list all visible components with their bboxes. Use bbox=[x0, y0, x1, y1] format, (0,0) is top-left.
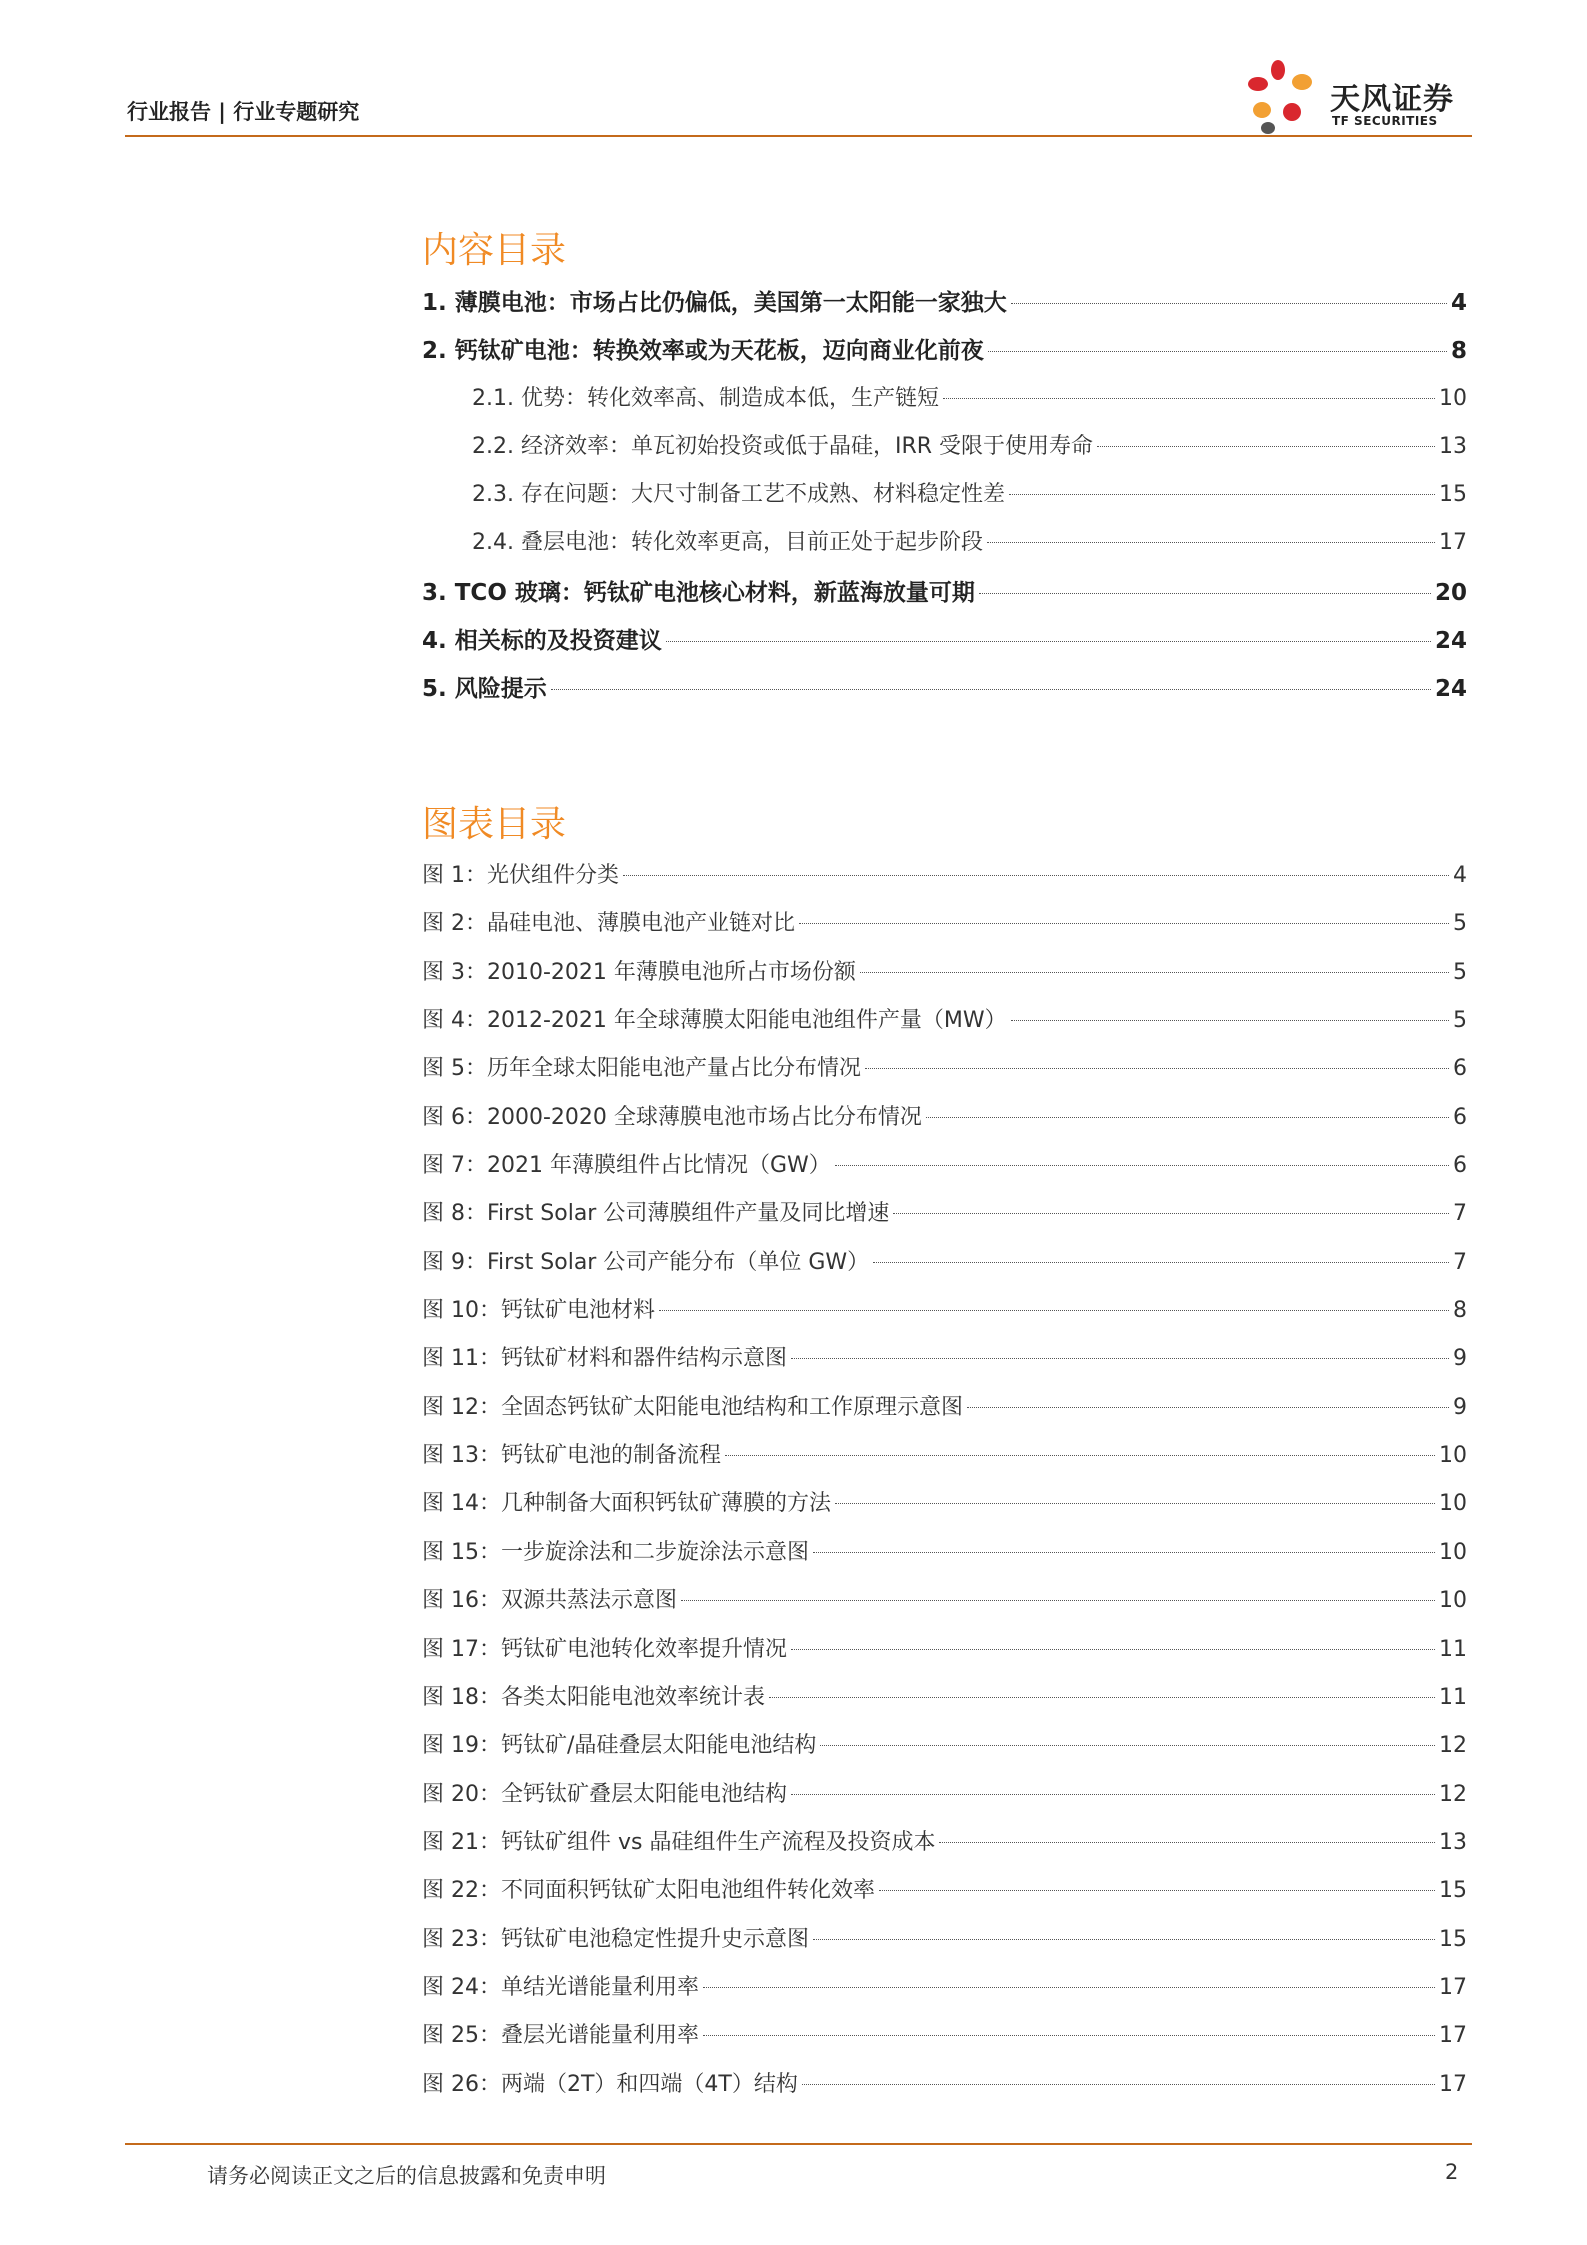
figures-list bbox=[422, 858, 1467, 2115]
figures-title: 图表目录 bbox=[422, 804, 567, 845]
figure-entry-label[interactable]: 图 17：钙钛矿电池转化效率提升情况 bbox=[422, 1636, 787, 1662]
page-header bbox=[125, 82, 1472, 138]
figure-entry-page[interactable]: 11 bbox=[1439, 1636, 1467, 1662]
figure-entry-page[interactable]: 15 bbox=[1439, 1926, 1467, 1952]
figure-entry[interactable] bbox=[422, 1003, 1467, 1051]
figure-entry-page[interactable]: 8 bbox=[1453, 1298, 1467, 1324]
figure-entry-page[interactable]: 9 bbox=[1453, 1346, 1467, 1372]
figure-entry-page[interactable]: 6 bbox=[1453, 1056, 1467, 1082]
figure-entry[interactable] bbox=[422, 1293, 1467, 1341]
dot-leader bbox=[820, 1745, 1435, 1746]
dot-leader bbox=[987, 542, 1435, 543]
dot-leader bbox=[791, 1794, 1435, 1795]
figure-entry[interactable] bbox=[422, 1245, 1467, 1293]
toc-entry[interactable] bbox=[422, 429, 1467, 477]
figure-entry[interactable] bbox=[422, 1583, 1467, 1631]
contents-list bbox=[422, 284, 1467, 719]
figure-entry-label[interactable]: 图 19：钙钛矿/晶硅叠层太阳能电池结构 bbox=[422, 1733, 817, 1759]
toc-entry-label[interactable]: 2.2. 经济效率：单瓦初始投资或低于晶硅，IRR 受限于使用寿命 bbox=[472, 433, 1094, 459]
toc-entry-page[interactable]: 10 bbox=[1439, 385, 1467, 411]
dot-leader bbox=[791, 1649, 1435, 1650]
figure-entry-label[interactable]: 图 3：2010-2021 年薄膜电池所占市场份额 bbox=[422, 959, 856, 985]
toc-entry[interactable] bbox=[422, 622, 1467, 670]
figure-entry-page[interactable]: 17 bbox=[1439, 1974, 1467, 2000]
figure-entry-label[interactable]: 图 6：2000-2020 全球薄膜电池市场占比分布情况 bbox=[422, 1104, 922, 1130]
dot-leader bbox=[725, 1455, 1435, 1456]
figure-entry[interactable] bbox=[422, 906, 1467, 954]
dot-leader bbox=[988, 351, 1447, 352]
toc-entry-label[interactable]: 2.3. 存在问题：大尺寸制备工艺不成熟、材料稳定性差 bbox=[472, 482, 1005, 508]
dot-leader bbox=[681, 1600, 1435, 1601]
dot-leader bbox=[551, 689, 1431, 690]
dot-leader bbox=[860, 972, 1449, 973]
toc-entry-label[interactable]: 1. 薄膜电池：市场占比仍偏低，美国第一太阳能一家独大 bbox=[422, 290, 1007, 316]
logo-subtitle: TF SECURITIES bbox=[1332, 114, 1438, 128]
dot-leader bbox=[865, 1068, 1449, 1069]
toc-entry[interactable] bbox=[422, 574, 1467, 622]
dot-leader bbox=[769, 1697, 1435, 1698]
figure-entry-page[interactable]: 4 bbox=[1453, 863, 1467, 888]
toc-entry[interactable] bbox=[422, 284, 1467, 332]
figure-entry-page[interactable]: 10 bbox=[1439, 1539, 1467, 1565]
figure-entry-page[interactable]: 10 bbox=[1439, 1443, 1467, 1469]
dot-leader bbox=[939, 1842, 1435, 1843]
figure-entry-page[interactable]: 13 bbox=[1439, 1829, 1467, 1855]
toc-entry-page[interactable]: 20 bbox=[1434, 579, 1467, 606]
dot-leader bbox=[979, 593, 1431, 594]
figure-entry-label[interactable]: 图 23：钙钛矿电池稳定性提升史示意图 bbox=[422, 1926, 809, 1952]
figure-entry-label[interactable]: 图 25：叠层光谱能量利用率 bbox=[422, 2023, 699, 2049]
toc-entry[interactable] bbox=[422, 332, 1467, 380]
figure-entry-label[interactable]: 图 18：各类太阳能电池效率统计表 bbox=[422, 1684, 765, 1710]
figure-entry-label[interactable]: 图 7：2021 年薄膜组件占比情况（GW） bbox=[422, 1153, 831, 1179]
toc-entry-page[interactable]: 13 bbox=[1439, 433, 1467, 459]
figure-entry[interactable] bbox=[422, 1970, 1467, 2018]
toc-entry-label[interactable]: 2. 钙钛矿电池：转换效率或为天花板，迈向商业化前夜 bbox=[422, 338, 984, 365]
figure-entry-label[interactable]: 图 2：晶硅电池、薄膜电池产业链对比 bbox=[422, 911, 795, 937]
figure-entry-page[interactable]: 17 bbox=[1439, 2071, 1467, 2097]
figure-entry[interactable] bbox=[422, 1390, 1467, 1438]
figure-entry[interactable] bbox=[422, 1051, 1467, 1099]
toc-entry-page[interactable]: 17 bbox=[1439, 530, 1467, 556]
figure-entry-label[interactable]: 图 14：几种制备大面积钙钛矿薄膜的方法 bbox=[422, 1491, 831, 1517]
dot-leader bbox=[666, 641, 1431, 642]
toc-entry-page[interactable]: 4 bbox=[1450, 290, 1467, 316]
figure-entry-label[interactable]: 图 5：历年全球太阳能电池产量占比分布情况 bbox=[422, 1056, 861, 1082]
figure-entry-page[interactable]: 6 bbox=[1453, 1104, 1467, 1130]
toc-entry-label[interactable]: 4. 相关标的及投资建议 bbox=[422, 628, 662, 655]
figure-entry-page[interactable]: 5 bbox=[1453, 1008, 1467, 1034]
figure-entry-label[interactable]: 图 16：双源共蒸法示意图 bbox=[422, 1588, 677, 1614]
figure-entry[interactable] bbox=[422, 1680, 1467, 1728]
toc-entry-page[interactable]: 8 bbox=[1450, 338, 1467, 365]
figure-entry[interactable] bbox=[422, 1632, 1467, 1680]
figure-entry[interactable] bbox=[422, 1438, 1467, 1486]
figure-entry[interactable] bbox=[422, 1825, 1467, 1873]
figure-entry[interactable] bbox=[422, 1535, 1467, 1583]
figure-entry-label[interactable]: 图 11：钙钛矿材料和器件结构示意图 bbox=[422, 1346, 787, 1372]
toc-entry-label[interactable]: 3. TCO 玻璃：钙钛矿电池核心材料，新蓝海放量可期 bbox=[422, 579, 975, 606]
figure-entry[interactable] bbox=[422, 955, 1467, 1003]
dot-leader bbox=[813, 1552, 1435, 1553]
dot-leader bbox=[879, 1890, 1435, 1891]
toc-entry-label[interactable]: 2.4. 叠层电池：转化效率更高，目前正处于起步阶段 bbox=[472, 530, 983, 556]
figure-entry-page[interactable]: 12 bbox=[1439, 1781, 1467, 1807]
toc-entry[interactable] bbox=[422, 381, 1467, 429]
figure-entry-page[interactable]: 7 bbox=[1453, 1201, 1467, 1227]
figure-entry[interactable] bbox=[422, 2018, 1467, 2066]
dot-leader bbox=[926, 1117, 1449, 1118]
dot-leader bbox=[1009, 494, 1435, 495]
figure-entry[interactable] bbox=[422, 1100, 1467, 1148]
dot-leader bbox=[791, 1358, 1449, 1359]
logo-name: 天风证券 bbox=[1330, 82, 1454, 117]
toc-entry-page[interactable]: 15 bbox=[1439, 482, 1467, 508]
footer-disclaimer: 请务必阅读正文之后的信息披露和免责申明 bbox=[207, 2164, 606, 2188]
figure-entry-page[interactable]: 10 bbox=[1439, 1491, 1467, 1517]
toc-entry-page[interactable]: 24 bbox=[1434, 628, 1467, 655]
figure-entry[interactable] bbox=[422, 1196, 1467, 1244]
figure-entry-label[interactable]: 图 8：First Solar 公司薄膜组件产量及同比增速 bbox=[422, 1201, 890, 1227]
dot-leader bbox=[967, 1407, 1449, 1408]
figure-entry-label[interactable]: 图 4：2012-2021 年全球薄膜太阳能电池组件产量（MW） bbox=[422, 1008, 1007, 1034]
figure-entry-page[interactable]: 9 bbox=[1453, 1394, 1467, 1420]
figure-entry[interactable] bbox=[422, 1341, 1467, 1389]
figure-entry[interactable] bbox=[422, 1728, 1467, 1776]
dot-leader bbox=[802, 2084, 1435, 2085]
figure-entry-label[interactable]: 图 20：全钙钛矿叠层太阳能电池结构 bbox=[422, 1781, 787, 1807]
toc-entry-page[interactable]: 24 bbox=[1434, 676, 1467, 703]
company-logo bbox=[1244, 58, 1472, 134]
figure-entry-page[interactable]: 12 bbox=[1439, 1733, 1467, 1759]
figure-entry-page[interactable]: 6 bbox=[1453, 1153, 1467, 1179]
figure-entry[interactable] bbox=[422, 1777, 1467, 1825]
dot-leader bbox=[799, 923, 1449, 924]
dot-leader bbox=[623, 875, 1449, 876]
figure-entry[interactable] bbox=[422, 858, 1467, 906]
figure-entry-label[interactable]: 图 1：光伏组件分类 bbox=[422, 863, 619, 888]
toc-entry-label[interactable]: 2.1. 优势：转化效率高、制造成本低，生产链短 bbox=[472, 385, 939, 411]
figure-entry[interactable] bbox=[422, 1873, 1467, 1921]
figure-entry-label[interactable]: 图 12：全固态钙钛矿太阳能电池结构和工作原理示意图 bbox=[422, 1394, 963, 1420]
figure-entry-label[interactable]: 图 15：一步旋涂法和二步旋涂法示意图 bbox=[422, 1539, 809, 1565]
page-number: 2 bbox=[1445, 2160, 1459, 2184]
figure-entry-label[interactable]: 图 26：两端（2T）和四端（4T）结构 bbox=[422, 2071, 798, 2097]
figure-entry[interactable] bbox=[422, 2067, 1467, 2115]
flower-logo-icon bbox=[1244, 58, 1324, 134]
figure-entry-label[interactable]: 图 9：First Solar 公司产能分布（单位 GW） bbox=[422, 1249, 870, 1275]
figure-entry-label[interactable]: 图 24：单结光谱能量利用率 bbox=[422, 1974, 699, 2000]
dot-leader bbox=[943, 398, 1435, 399]
dot-leader bbox=[1011, 1020, 1449, 1021]
dot-leader bbox=[835, 1165, 1449, 1166]
figure-entry-page[interactable]: 5 bbox=[1453, 911, 1467, 937]
dot-leader bbox=[813, 1939, 1435, 1940]
dot-leader bbox=[1011, 303, 1447, 304]
toc-entry[interactable] bbox=[422, 525, 1467, 573]
figure-entry[interactable] bbox=[422, 1486, 1467, 1534]
figure-entry-page[interactable]: 15 bbox=[1439, 1878, 1467, 1904]
dot-leader bbox=[835, 1503, 1435, 1504]
header-rule bbox=[125, 135, 1472, 137]
toc-entry-label[interactable]: 5. 风险提示 bbox=[422, 676, 547, 703]
toc-entry[interactable] bbox=[422, 477, 1467, 525]
report-category: 行业报告 | 行业专题研究 bbox=[127, 100, 360, 124]
contents-title: 内容目录 bbox=[422, 230, 567, 271]
toc-entry[interactable] bbox=[422, 670, 1467, 718]
figure-entry-page[interactable]: 10 bbox=[1439, 1588, 1467, 1614]
figure-entry-label[interactable]: 图 21：钙钛矿组件 vs 晶硅组件生产流程及投资成本 bbox=[422, 1829, 936, 1855]
dot-leader bbox=[873, 1262, 1449, 1263]
figure-entry-page[interactable]: 7 bbox=[1453, 1249, 1467, 1275]
dot-leader bbox=[659, 1310, 1449, 1311]
dot-leader bbox=[703, 2035, 1435, 2036]
figure-entry[interactable] bbox=[422, 1148, 1467, 1196]
dot-leader bbox=[1097, 446, 1435, 447]
figure-entry[interactable] bbox=[422, 1922, 1467, 1970]
figure-entry-label[interactable]: 图 22：不同面积钙钛矿太阳电池组件转化效率 bbox=[422, 1878, 875, 1904]
dot-leader bbox=[893, 1213, 1449, 1214]
figure-entry-label[interactable]: 图 13：钙钛矿电池的制备流程 bbox=[422, 1443, 721, 1469]
dot-leader bbox=[703, 1987, 1435, 1988]
figure-entry-page[interactable]: 11 bbox=[1439, 1684, 1467, 1710]
figure-entry-page[interactable]: 17 bbox=[1439, 2023, 1467, 2049]
figure-entry-label[interactable]: 图 10：钙钛矿电池材料 bbox=[422, 1298, 655, 1324]
figure-entry-page[interactable]: 5 bbox=[1453, 959, 1467, 985]
footer-rule bbox=[125, 2143, 1472, 2145]
